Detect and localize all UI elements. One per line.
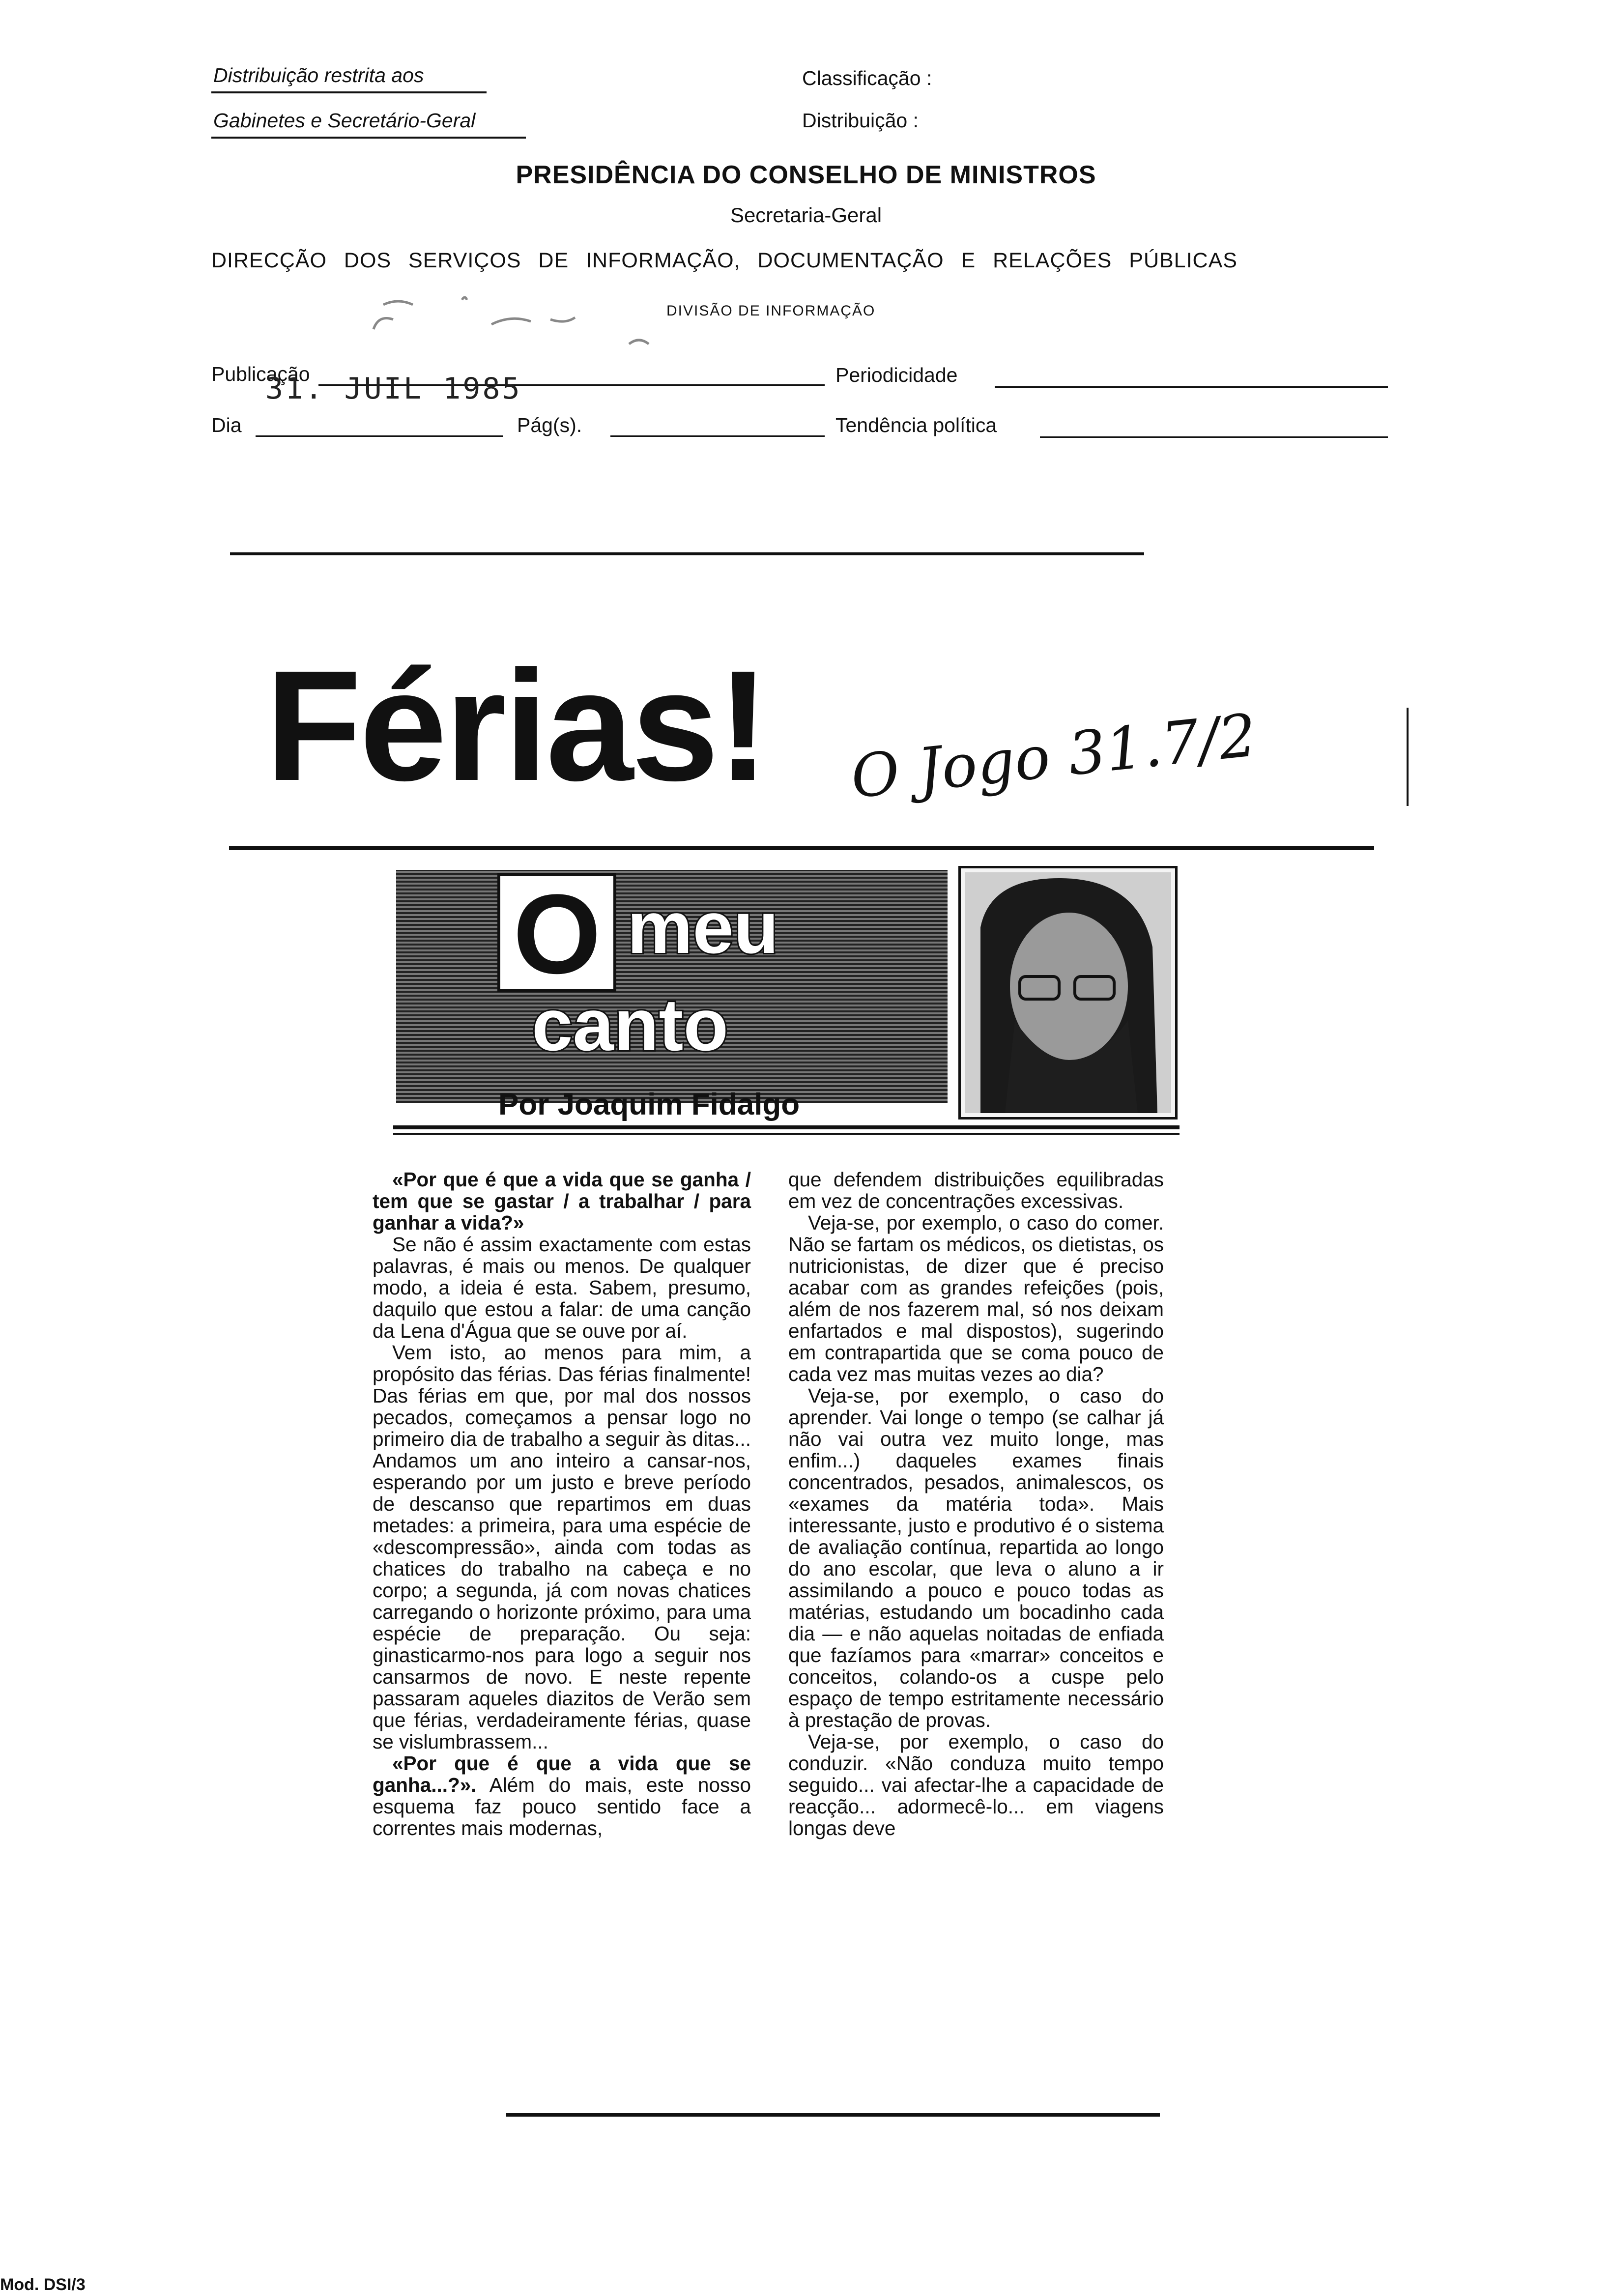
date-stamp: 31. JUIL 1985 (265, 372, 522, 406)
tendencia-field-line (1040, 436, 1388, 438)
handwritten-source-note: O Jogo 31.7/2 (848, 701, 1260, 812)
column-logo (396, 870, 948, 1103)
separator-rule (230, 552, 1144, 555)
article-column-1 (373, 1169, 751, 1839)
col1-p1-bold: «Por que é que a vida que se ganha / tem que se gastar / a trabalhar / para ganhar a vida?» (373, 1168, 751, 1234)
col1-p4-text: Além do mais, este nosso esquema faz pouco sentido face a correntes mais modernas, (373, 1774, 751, 1839)
publicacao-label: Publicação (211, 363, 310, 385)
distribution-note-line2: Gabinetes e Secretário-Geral (213, 109, 476, 132)
article-end-rule (506, 2113, 1160, 2117)
col1-paragraph (373, 1752, 751, 1839)
pags-label: Pág(s). (517, 414, 582, 436)
column-logo-o: O (513, 871, 601, 997)
distribution-note-line1: Distribuição restrita aos (213, 64, 424, 86)
dia-field-line (256, 435, 503, 437)
col1-p3-text: Vem isto, ao menos para mim, a propósito das férias. Das férias finalmente! Das férias em que, por mal dos nossos pecados, começamos a pensar logo no primeiro dia de trabalho a seguir às ditas... Andamos um ano inteiro a cansar-nos, esperando por um justo e breve período de descanso que repartimos em duas metades: a primeira, para uma espécie de «descompressão», ainda com todas as chatices do trabalho na cabeça e no corpo; a segunda, já com novas chatices carregando o horizonte próximo, para uma espécie de preparação. Ou seja: ginasticarmo-nos para logo a seguir nos cansarmos de novo. E neste repente passaram aqueles diazitos de Verão sem que férias, verdadeiramente férias, quase se vislumbrassem... (373, 1341, 751, 1753)
col1-paragraph (373, 1234, 751, 1342)
periodicidade-label: Periodicidade (835, 364, 958, 386)
divisao-label: DIVISÃO DE INFORMAÇÃO (666, 303, 876, 319)
faint-stamp-marks (354, 285, 668, 369)
col2-p3-text: Veja-se, por exemplo, o caso do aprender. Vai longe o tempo (se calhar já não vai outra vez muito longe, mas enfim...) daqueles exames finais concentrados, pesados, animalescos, os «exames da matéria toda». Mais interessante, justo e produtivo é o sistema de avaliação contínua, repartida ao longo do ano escolar, que leva o aluno a ir assimilando a pouco e pouco todas as matérias, estudando um bocadinho cada dia — e não aquelas noitadas de enfiada que fazíamos para «marrar» conceitos e conceitos, colando-os a cuspe pelo espaço de tempo estritamente necessário à prestação de provas. (788, 1384, 1164, 1731)
col2-paragraph (788, 1385, 1164, 1731)
author-portrait-illustration (961, 868, 1175, 1117)
classificacao-label: Classificação : (802, 67, 932, 89)
col1-paragraph (373, 1169, 751, 1234)
byline: Por Joaquim Fidalgo (498, 1088, 800, 1121)
col2-paragraph (788, 1731, 1164, 1839)
col2-paragraph (788, 1212, 1164, 1385)
col2-p2-text: Veja-se, por exemplo, o caso do comer. Não se fartam os médicos, os dietistas, os nutricionistas, de dizer que é preciso acabar com as grandes refeições (pois, além de nos fazerem mal, só nos deixam enfartados e mal dispostos), sugerindo em contrapartida que se coma pouco de cada vez mas muitas vezes ao dia? (788, 1211, 1164, 1385)
column-logo-meu: meu (627, 886, 779, 969)
direccao-heading: DIRECÇÃO DOS SERVIÇOS DE INFORMAÇÃO, DOCUMENTAÇÃO E RELAÇÕES PÚBLICAS (211, 249, 1238, 272)
col2-p1-text: que defendem distribuições equilibradas em vez de concentrações excessivas. (788, 1168, 1164, 1212)
byline-rule (393, 1125, 1180, 1129)
headline: Férias! (265, 637, 768, 813)
col1-paragraph (373, 1342, 751, 1752)
column-logo-canto: canto (532, 983, 729, 1066)
page-subtitle: Secretaria-Geral (730, 203, 882, 227)
distribuicao-label: Distribuição : (802, 109, 919, 132)
byline-rule-thin (393, 1133, 1180, 1135)
article-column-2 (788, 1169, 1164, 1839)
col1-p4-bold: «Por que é que a vida que se ganha...?». (373, 1752, 751, 1796)
col2-p4-text: Veja-se, por exemplo, o caso do conduzir. «Não conduza muito tempo seguido... vai afectar-lhe a capacidade de reacção... adormecê-lo... em viagens longas deve (788, 1730, 1164, 1839)
headline-rule (229, 846, 1374, 850)
author-photo (958, 866, 1178, 1119)
col1-p2-text: Se não é assim exactamente com estas palavras, é mais ou menos. De qualquer modo, a ideia é esta. Sabem, presumo, daquilo que estou a falar: de uma canção da Lena d'Água que se ouve por aí. (373, 1233, 751, 1342)
distribution-underline-2 (211, 137, 526, 139)
distribution-underline-1 (211, 91, 487, 93)
periodicidade-field-line (995, 386, 1388, 388)
col2-paragraph (788, 1169, 1164, 1212)
clip-edge-mark (1407, 708, 1409, 806)
tendencia-label: Tendência política (835, 414, 997, 436)
pags-field-line (610, 435, 825, 437)
form-code: Mod. DSI/3 (0, 2275, 86, 2294)
dia-label: Dia (211, 414, 242, 436)
page-title: PRESIDÊNCIA DO CONSELHO DE MINISTROS (516, 161, 1096, 189)
